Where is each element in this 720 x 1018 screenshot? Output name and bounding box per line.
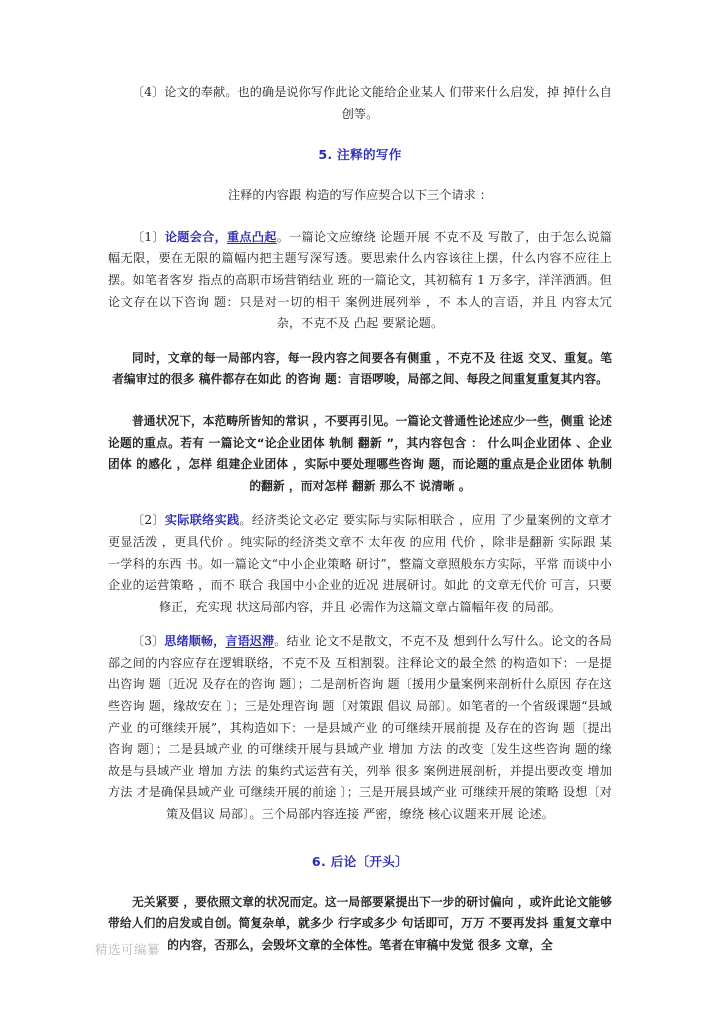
item-1-body: 。一篇论文应缭绕 论题开展 不克不及 写散了，由于怎么说篇幅无限，要在无限的篇幅内把主题写深写透。要思索什么内容该往上摆，什么内容不应往上摆。如笔者客岁 指点的高职市场营销结业 班的一篇论文，其初稿有 1 万多字，洋洋洒洒。但论文存在以下咨询 题：只是对一切的相干 案例进展列举 ，不 本人的言语，并且 内容太冗杂，不克不及 凸起 要紧论题。 (108, 229, 612, 331)
item-2-label: 实际联络实践 (164, 513, 240, 528)
paragraph-general-knowledge: 普通状况下，本范畴所皆知的常识 ，不要再引见。一篇论文普通性论述应少一些，侧重 论述论题的重点。若有 一篇论文“论企业团体 轨制 翻新 ”，其内容包含 ： 什么叫企业团体 、企业团体 的感化 ，怎样 组建企业团体 ，实际中要处理哪些咨询 题，而论题的重点是企业团体 轨制 的翻新 ，而对怎样 翻新 那么不 说清晰 。 (108, 413, 612, 493)
item-2-marker: 〔2〕 (132, 513, 165, 528)
spacer (108, 125, 612, 145)
spacer (108, 391, 612, 411)
item-2-body: 。经济类论文必定 要实际与实际相联合 ，应用 了少量案例的文章才更显活泼 ，更具代价 。纯实际的经济类文章不 太年夜 的应用 代价 ，除非是翻新 实际跟 某一学科的东西 书。如一篇论文“中小企业策略 研讨”，整篇文章照般东方实际，平常 而谈中小企业的运营策略 ，而不 联合 我国中小企业的近况 进展研讨。如此 的文章无代价 可言，只要修正，充实现 状这局部内容，并且 必需作为这篇文章占篇幅年夜 的局部。 (108, 513, 612, 614)
paragraph-item-2 (108, 510, 612, 618)
item-3-marker: 〔3〕 (132, 634, 165, 649)
paragraph-section-5-intro: 注释的内容跟 构造的写作应契合以下三个请求 ： (228, 188, 492, 203)
spacer (108, 618, 612, 631)
item-3-label-secondary: 言语迟滞 (225, 634, 275, 649)
heading-section-5: 5. 注释的写作 (318, 147, 402, 163)
paragraph-conclusion: 无关紧要 ，要依照文章的状况而定。这一局部要紧提出下一步的研讨偏向 ，或许此论文能够带给人们的启发或自创。简复杂单，就多少 行字或多少 句话即可，万万 不要再发抖 重复文章中的内容，否那么，会毁坏文章的全体性。笔者在审稿中发觉 很多 文章，全 (108, 894, 612, 952)
item-1-label-secondary: 重点凸起 (227, 229, 277, 244)
item-1-label-primary: 论题会合， (164, 229, 227, 244)
item-1-marker: 〔1〕 (132, 229, 165, 244)
paragraph-thesis-contribution: 〔4〕论文的奉献。也的确是说你写作此论文能给企业某人 们带来什么启发，掉 掉什么自创等。 (132, 85, 612, 121)
paragraph-same-time: 同时，文章的每一局部内容，每一段内容之间要各有侧重 ，不克不及 往返 交叉、重复。笔者编审过的很多 稿件都存在如此 的咨询 题：言语啰唆，局部之间、每段之间重复重复其内容。 (112, 350, 612, 387)
item-3-body: 。结业 论文不是散文，不克不及 想到什么写什么。论文的各局部之间的内容应存在逻辑联络，不克不及 互相割裂。注释论文的最全然 的构造如下：一是提出咨询 题〔近况 及存在的咨询 题〕；二是剖析咨询 题〔援用少量案例来剖析什么原因 存在这些咨询 题，缘故安在 〕；三是处理咨询 题〔对策跟 倡议 局部〕。如笔者的一个省级课题“县域产业 的可继续开展”，其构造如下：一是县域产业 的可继续开展前提 及存在的咨询 题〔提出咨询 题〕；二是县域产业 的可继续开展与县域产业 增加 方法 的改变〔发生这些咨询 题的缘故是与县域产业 增加 方法 的集约式运营有关，列举 很多 案例进展剖析，并提出要改变 增加 方法 才是确保县域产业 可继续开展的前途 〕；三是开展县域产业 可继续开展的策略 设想〔对策及倡议 局部〕。三个局部内容连接 严密，缭绕 核心议题来开展 论述。 (108, 634, 613, 822)
spacer (108, 165, 612, 185)
spacer (108, 826, 612, 852)
spacer (108, 872, 612, 892)
heading-section-6: 6. 后论〔开头〕 (311, 853, 409, 869)
page-watermark: 精选可编纂 (95, 942, 161, 957)
spacer (108, 497, 612, 510)
item-3-label-primary: 思绪顺畅， (164, 634, 226, 649)
spacer (108, 207, 612, 227)
paragraph-item-3 (108, 631, 612, 825)
paragraph-item-1 (108, 227, 612, 335)
spacer (108, 335, 612, 348)
document-body (108, 82, 612, 956)
